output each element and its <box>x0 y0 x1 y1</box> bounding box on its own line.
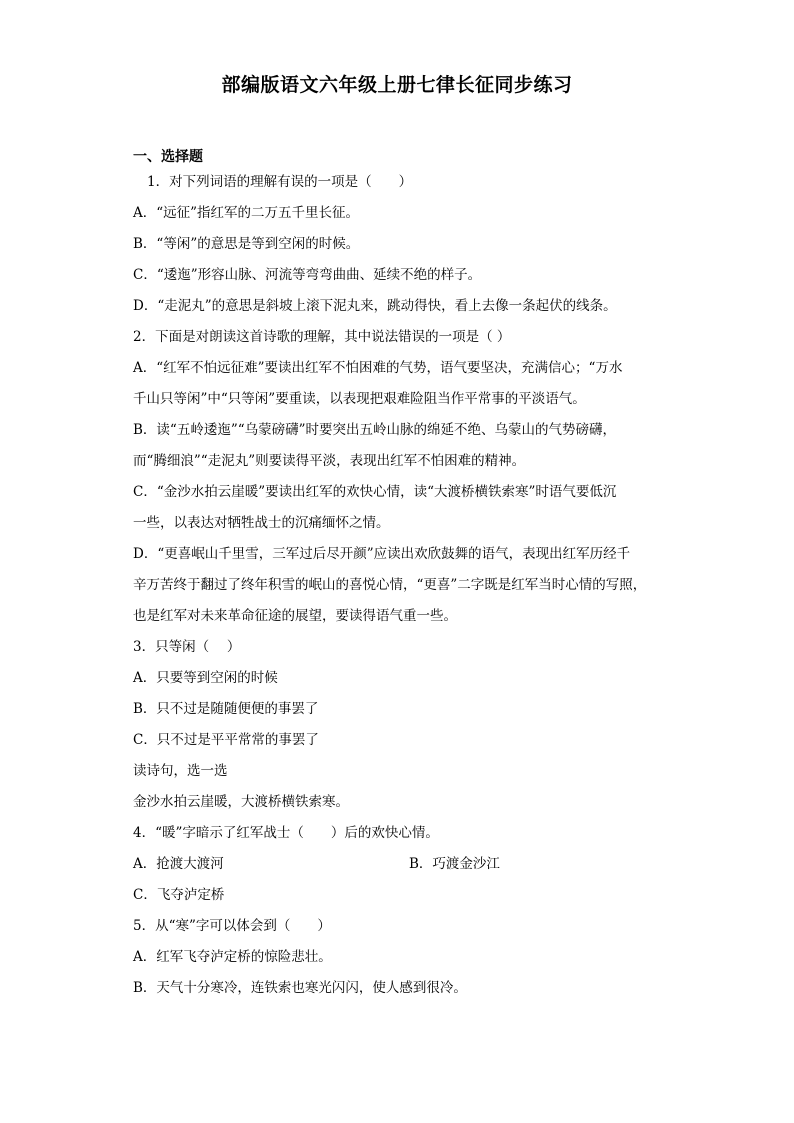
question-2-option-c-line2: 一些，以表达对牺牲战士的沉痛缅怀之情。 <box>133 515 390 531</box>
question-4-option-c: C．飞夺泸定桥 <box>133 887 225 903</box>
question-2-option-c-line1: C．“金沙水拍云崖暖”要读出红军的欢快心情，读“大渡桥横铁索寒”时语气要低沉 <box>133 484 617 500</box>
question-2-option-d-line3: 也是红军对未来革命征途的展望，要读得语气重一些。 <box>133 608 457 624</box>
question-4-options-row <box>133 849 663 880</box>
question-2-option-a-line1: A．“红军不怕远征难”要读出红军不怕困难的气势，语气要坚决，充满信心；“万水 <box>133 360 623 376</box>
question-1-option-a: A．“远征”指红军的二万五千里长征。 <box>133 205 360 221</box>
question-1-option-c: C．“逶迤”形容山脉、河流等弯弯曲曲、延续不绝的样子。 <box>133 267 482 283</box>
question-3-option-c: C．只不过是平平常常的事罢了 <box>133 732 319 748</box>
question-3-option-a: A．只要等到空闲的时候 <box>133 670 278 686</box>
question-1-option-d: D．“走泥丸”的意思是斜坡上滚下泥丸来，跳动得快，看上去像一条起伏的线条。 <box>133 298 617 314</box>
question-2-option-b-line1: B．读“五岭逶迤”“乌蒙磅礴”时要突出五岭山脉的绵延不绝、乌蒙山的气势磅礴， <box>133 422 617 438</box>
question-3-option-b: B．只不过是随随便便的事罢了 <box>133 701 319 717</box>
question-2-option-b-line2: 而“腾细浪”“走泥丸”则要读得平淡，表现出红军不怕困难的精神。 <box>133 453 526 469</box>
question-5-stem: 5．从“寒”字可以体会到（ ） <box>133 918 331 934</box>
question-4-option-a: A．抢渡大渡河 <box>133 856 224 872</box>
page-title: 部编版语文六年级上册七律长征同步练习 <box>221 74 573 96</box>
question-2-option-a-line2: 千山只等闲”中“只等闲”要重读，以表现把艰难险阻当作平常事的平淡语气。 <box>133 391 586 407</box>
reading-prompt: 读诗句，选一选 <box>133 763 228 779</box>
question-3-stem: 3．只等闲（ ） <box>133 639 241 655</box>
question-2-option-d-line1: D．“更喜岷山千里雪，三军过后尽开颜”应读出欢欣鼓舞的语气，表现出红军历经千 <box>133 546 631 562</box>
question-5-option-b: B．天气十分寒冷，连铁索也寒光闪闪，使人感到很冷。 <box>133 980 467 996</box>
reading-verse: 金沙水拍云崖暖，大渡桥横铁索寒。 <box>133 794 349 810</box>
question-4-option-b: B．巧渡金沙江 <box>409 856 500 872</box>
question-1-option-b: B．“等闲”的意思是等到空闲的时候。 <box>133 236 360 252</box>
question-2-option-d-line2: 辛万苦终于翻过了终年积雪的岷山的喜悦心情，“更喜”二字既是红军当时心情的写照， <box>133 577 647 593</box>
question-5-option-a: A．红军飞夺泸定桥的惊险悲壮。 <box>133 949 332 965</box>
question-list <box>133 167 663 1004</box>
section-heading: 一、选择题 <box>133 149 203 165</box>
question-4-stem: 4．“暖”字暗示了红军战士（ ）后的欢快心情。 <box>133 825 439 841</box>
question-1-stem: 1．对下列词语的理解有误的一项是（ ） <box>147 174 413 190</box>
question-2-stem: 2．下面是对朗读这首诗歌的理解，其中说法错误的一项是（ ） <box>133 329 511 345</box>
